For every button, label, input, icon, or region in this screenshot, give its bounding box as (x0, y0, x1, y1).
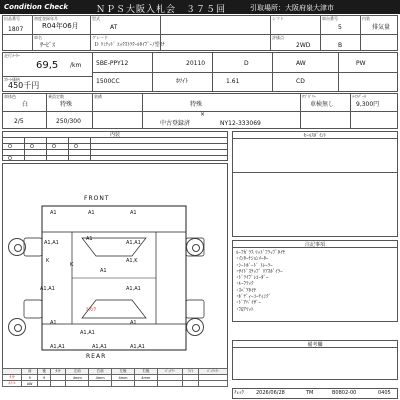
sales-point-section (232, 131, 398, 237)
footer-check: ﾁｪｯｸ (234, 390, 245, 396)
mileage-unit: /km (70, 62, 82, 69)
pw-mark: PW (356, 60, 366, 67)
label-life: ﾗｲﾌﾃﾞｰﾀ (352, 94, 366, 99)
note-line: ･ﾌﾛｱﾏｯﾄ (236, 306, 254, 313)
interior-mark-1: O (8, 144, 12, 150)
note-line: ･ﾙｰﾌﾗｯｸ (236, 281, 254, 288)
notes-list (236, 250, 396, 313)
lot-no: 1807 (8, 26, 24, 33)
label-car: 車名 (34, 35, 42, 40)
car-outline-svg (20, 204, 208, 352)
reg-note: 中古登録済 (160, 120, 191, 127)
label-interior: 内装 (362, 16, 370, 21)
dmg-mark-16: A1,A1 (50, 344, 65, 350)
body-color: 白 (22, 101, 29, 108)
note-line: ･ｼｰﾄﾎﾞｰﾄﾞ ﾄﾚｰﾗｰ (236, 262, 273, 269)
dmg-mark-14: A1 (130, 320, 137, 326)
diagram-front-label: FRONT (84, 195, 110, 202)
dmg-mark-9: K (70, 262, 74, 268)
drive-type: 2WD (296, 42, 311, 49)
label-sub: ｻﾌﾞﾀﾞﾘｰ (302, 94, 316, 99)
wheel-fl-icon (8, 238, 26, 256)
interior-mark-5: O (8, 156, 12, 162)
label-body-color: 車体色 (4, 94, 16, 99)
dmg-mark-12: A1 (100, 268, 107, 274)
label-capacity: 乗員定数 (48, 94, 64, 99)
fuel-type: 特殊 (60, 101, 73, 108)
dmg-mark-1: A1 (50, 210, 57, 216)
notes-title: 注記事項 (304, 242, 325, 248)
x-mark: × (200, 111, 206, 118)
equip-val: 特殊 (190, 101, 203, 108)
label-shift: シフト (272, 16, 284, 21)
color-code: ﾎﾜｲﾄ (176, 78, 189, 85)
car-name: ｻｰﾋﾞｽ (40, 42, 56, 49)
note-line: ･ｲﾝﾀｰﾅｼｮﾝﾒｰﾀｰ (236, 256, 269, 263)
grade-text: Ｄ ﾘﾐﾃｯﾄﾞ ｴｯｸｽﾄﾗｸｰﾙﾀｲﾌﾟｰﾉ型ｲﾅ (94, 42, 165, 48)
footer-date: 2026/06/28 (256, 390, 285, 396)
footer-page: 0405 (378, 390, 391, 396)
shaken: 車検無し (310, 101, 335, 108)
note-line: ･ﾄﾞｱﾊﾞｲｻﾞｰ (236, 300, 262, 307)
header-venue: 引取場所：大阪府泉大津市 (250, 4, 334, 12)
sales-point-title: ｾｰﾙｽﾎﾟｲﾝﾄ (303, 133, 327, 139)
cd-mark: CD (296, 78, 305, 85)
model-code: 5BE-PPY12 (96, 60, 129, 67)
dmg-mark-11: A1,A1 (126, 286, 141, 292)
remarks-title: 備考欄 (307, 342, 323, 348)
label-grade: グレード (92, 35, 108, 40)
note-line: ･ｽﾍﾟｱﾀｲﾔ (236, 287, 257, 294)
dmg-mark-18: A1,A1 (130, 344, 145, 350)
wheel-rl-icon (8, 318, 26, 336)
dmg-mark-15: A1,A1 (80, 330, 95, 336)
note-line: ･ｻｲﾄﾞｽﾃｯﾌﾟ ﾘｱｽﾎﾟｲﾗｰ (236, 268, 283, 275)
header-left-title: Condition Check (4, 3, 68, 11)
label-equip: 装備 (94, 94, 102, 99)
note-line: ･ﾄﾞﾗｲﾌﾞﾚｺｰﾀﾞｰ (236, 275, 269, 282)
label-first-reg: 初度登録年月 (34, 16, 58, 21)
dmg-mark-17: A1,A1 (92, 344, 107, 350)
diagram-rear-label: REAR (86, 353, 107, 360)
header-main-title: ＮＰＳ大阪入札会 ３７５回 (96, 5, 227, 15)
dmg-mark-10: A1,A1 (40, 286, 55, 292)
mileage: 69,5 (36, 60, 59, 71)
label-lot-no: 出品番号 (4, 16, 20, 21)
note-line: ﾙｰﾌｶﾞﾗｽ ﾏｯﾄﾞﾌﾗｯﾌﾟﾀｲﾔ (236, 250, 286, 256)
header-bar (0, 0, 400, 14)
wheel-fr-icon (186, 238, 204, 256)
start-price: 450千円 (8, 81, 40, 90)
chassis-no: NY12-333069 (220, 120, 261, 127)
dmg-mark-8: A1,K (126, 258, 138, 264)
aw-mark: AW (296, 60, 306, 67)
disp-label: 排気量 (372, 24, 391, 31)
label-chassis: 車台番号 (322, 16, 338, 21)
tire-table: 前 後 ﾀｲﾔ 左前 右前 左後 右後 ﾊﾞｯﾃﾘｰ ﾗｲﾄ ﾊﾞｯｸﾐﾗｰ ﾀｲﾔ 9 9 4mm 4mm 4mm 4mm ﾎｲｰﾙ AW (2, 368, 228, 387)
door: D (244, 60, 249, 67)
first-reg: R04年06月 (42, 22, 79, 30)
int-score: B (338, 42, 343, 49)
trunk-label: ﾄﾗﾝｸ (86, 307, 97, 313)
label-start-price: ｽﾀｰﾄ価格 (4, 77, 20, 82)
capacity: 2/5 (14, 118, 24, 125)
footer-code: B0802-00 (332, 390, 357, 396)
interior-title: 内装 (109, 132, 120, 138)
score-value: 5 (338, 24, 342, 31)
dmg-mark-6: A1,A1 (126, 240, 141, 246)
dmg-mark-5: A1,A1 (44, 240, 59, 246)
footer-tm: TM (306, 390, 314, 396)
dmg-mark-13: A1 (50, 320, 57, 326)
dmg-mark-4: A1 (86, 236, 93, 242)
interior-mark-3: O (52, 144, 56, 150)
dmg-mark-2: A1 (88, 210, 95, 216)
year: 20110 (186, 60, 206, 67)
size: 1.61 (226, 78, 240, 85)
displacement: 1500CC (96, 78, 120, 85)
ac-type: AT (110, 24, 118, 31)
load: 250/300 (56, 118, 81, 125)
label-score: 評価点 (272, 35, 284, 40)
dmg-mark-3: A1 (130, 210, 137, 216)
label-mileage: 走行ﾒｰﾀｰ (4, 53, 20, 58)
note-line: ･ﾎﾞﾃﾞｨｰｺｰﾃｨﾝｸﾞ (236, 294, 272, 301)
interior-mark-2: O (30, 144, 34, 150)
interior-mark-4: O (74, 144, 78, 150)
wheel-rr-icon (186, 318, 204, 336)
label-model: 型式 (92, 16, 100, 21)
dmg-mark-7: K (46, 258, 50, 264)
shaken-val: 9,300円 (356, 101, 380, 108)
